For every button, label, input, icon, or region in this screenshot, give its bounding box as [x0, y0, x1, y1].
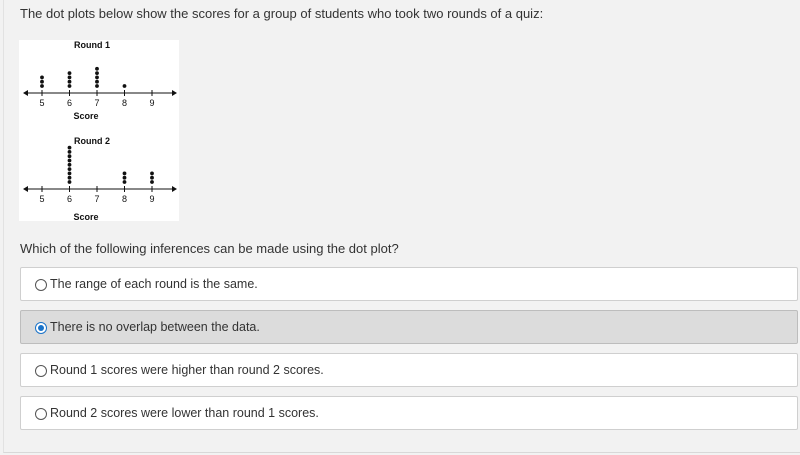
chart-title: Round 2	[74, 136, 110, 146]
data-dot	[123, 176, 127, 180]
data-dot	[150, 180, 154, 184]
x-tick-label: 9	[149, 194, 155, 204]
data-dot	[68, 180, 72, 184]
data-dot	[40, 80, 44, 84]
x-tick-label: 5	[39, 98, 45, 108]
x-tick-label: 6	[66, 98, 73, 108]
data-dot	[123, 180, 127, 184]
data-dot	[123, 172, 127, 176]
radio-button-icon[interactable]	[35, 408, 47, 420]
answer-option-3[interactable]	[20, 353, 798, 387]
answer-option-label: Round 2 scores were lower than round 1 scores.	[50, 406, 319, 420]
chart-title: Round 1	[74, 40, 110, 50]
data-dot	[95, 71, 99, 75]
data-dot	[95, 76, 99, 80]
radio-button-icon[interactable]	[35, 322, 47, 334]
data-dot	[68, 84, 72, 88]
data-dot	[150, 172, 154, 176]
answer-option-label: The range of each round is the same.	[50, 277, 258, 291]
x-axis-label: Score	[73, 212, 99, 221]
answer-option-1[interactable]	[20, 267, 798, 301]
x-tick-label: 7	[94, 194, 100, 204]
question-prompt: The dot plots below show the scores for a group of students who took two rounds of a quiz:	[20, 6, 544, 21]
data-dot	[68, 146, 72, 150]
x-tick-label: 8	[121, 194, 128, 204]
x-axis-label: Score	[73, 111, 99, 121]
data-dot	[68, 159, 72, 163]
data-dot	[40, 76, 44, 80]
answer-option-2[interactable]	[20, 310, 798, 344]
data-dot	[68, 163, 72, 167]
data-dot	[123, 84, 127, 88]
data-dot	[95, 80, 99, 84]
answer-option-4[interactable]	[20, 396, 798, 430]
x-tick-label: 5	[39, 194, 45, 204]
data-dot	[40, 84, 44, 88]
x-tick-label: 7	[94, 98, 100, 108]
answer-option-label: Round 1 scores were higher than round 2 scores.	[50, 363, 324, 377]
axis-arrow-left	[23, 90, 28, 96]
data-dot	[68, 154, 72, 158]
data-dot	[68, 167, 72, 171]
x-tick-label: 9	[149, 98, 155, 108]
data-dot	[95, 67, 99, 71]
axis-arrow-left	[23, 186, 28, 192]
x-tick-label: 8	[121, 98, 128, 108]
dot-plots-svg	[19, 40, 179, 221]
data-dot	[68, 76, 72, 80]
x-tick-label: 6	[66, 194, 73, 204]
data-dot	[68, 176, 72, 180]
data-dot	[68, 150, 72, 154]
question-text: Which of the following inferences can be made using the dot plot?	[20, 241, 399, 256]
radio-button-icon[interactable]	[35, 365, 47, 377]
data-dot	[150, 176, 154, 180]
data-dot	[68, 71, 72, 75]
data-dot	[68, 80, 72, 84]
answer-option-label: There is no overlap between the data.	[50, 320, 260, 334]
axis-arrow-right	[172, 90, 177, 96]
dot-plots-image	[19, 40, 179, 221]
radio-button-icon[interactable]	[35, 279, 47, 291]
data-dot	[95, 84, 99, 88]
data-dot	[68, 172, 72, 176]
axis-arrow-right	[172, 186, 177, 192]
